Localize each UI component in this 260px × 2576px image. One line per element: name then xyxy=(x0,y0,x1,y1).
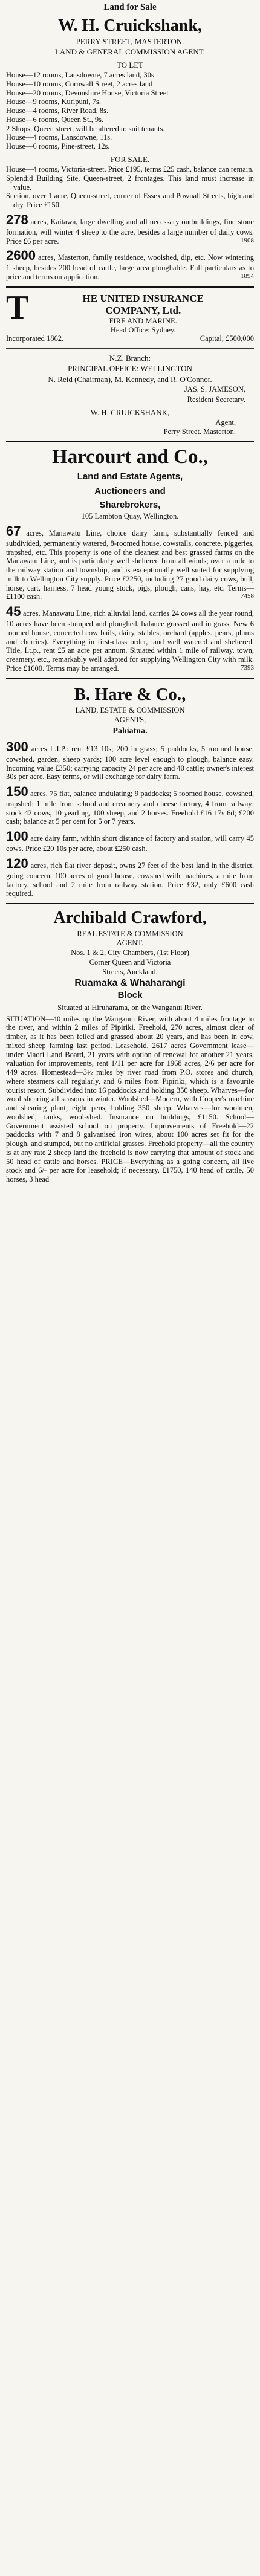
listing-acreage: 300 xyxy=(6,739,28,754)
list-item: House—4 rooms, Lansdowne, 11s. xyxy=(6,133,112,142)
to-let-list xyxy=(6,71,254,151)
listing-ref: 1894 xyxy=(241,273,254,280)
capital: Capital, £500,000 xyxy=(200,334,254,343)
directors: N. Reid (Chairman), M. Kennedy, and R. O'Connor. xyxy=(48,374,212,384)
agent-address: Perry Street. Masterton. xyxy=(163,427,236,436)
block-name: Ruamaka & Whaharangi xyxy=(74,978,186,989)
list-item: House—10 rooms, Cornwall Street, 2 acres land xyxy=(6,79,153,88)
insurance-company: COMPANY, Ltd. xyxy=(105,304,181,316)
listing-278 xyxy=(6,212,254,245)
harcourt-name: Harcourt and Co., xyxy=(52,446,208,468)
principal-office: PRINCIPAL OFFICE: WELLINGTON xyxy=(68,364,192,374)
listing-acreage: 100 xyxy=(6,829,28,844)
crawford-line2: AGENT. xyxy=(116,939,144,948)
list-item: Section, over 1 acre, Queen-street, corner of Essex and Pownall Streets, high and dry. Price £150. xyxy=(6,192,254,210)
divider xyxy=(6,903,254,904)
list-item: House—4 rooms, Victoria-street, Price £195, terms £25 cash, balance can remain. xyxy=(6,165,254,174)
for-sale-heading: FOR SALE. xyxy=(110,154,150,164)
insurance-capital-row xyxy=(6,334,254,343)
listing-acreage: 2600 xyxy=(6,248,36,264)
listing-text: acres, 75 flat, balance undulating; 9 paddocks; 5 roomed house, cowshed, trapshed; 1 mile from school and creamery and cheese factory, 4 from railway; stock 42 cows, 10 yearling, 100 sheep, and 2 horses. Freehold £16 17s 6d; £200 cash; balance at 5 per cent for 5 or 7 years. xyxy=(6,789,255,826)
list-item: House—12 rooms, Lansdowne, 7 acres land, 30s xyxy=(6,71,154,80)
manager-role: Resident Secretary. xyxy=(187,395,245,404)
harcourt-ad xyxy=(6,447,254,673)
list-item: House—9 rooms, Kuripuni, 7s. xyxy=(6,97,101,106)
nz-branch: N.Z. Branch: xyxy=(109,354,151,363)
cruickshank-role: LAND & GENERAL COMMISSION AGENT. xyxy=(54,47,206,57)
listing-text: acres, rich flat river deposit, owns 27 feet of the best land in the district, going concern, 100 acres of good house, cowshed with machines, a mile from factory, school and 2 mile from railway station. Price £32, only £600 cash required. xyxy=(6,861,255,898)
hare-line1: LAND, ESTATE & COMMISSION xyxy=(75,705,185,714)
listing-text: acres, Manawatu Line, rich alluvial land, carries 24 cows all the year round, 10 acres have been stumped and ploughed, balance grassed and in grass. New 6 roomed house, concreted cow bails, dairy, stables, orchard (apples, pears, plums and cherries). Everything in first-class order, land well watered and sheltered. Title, Lt.p., rent £5 an acre per annum. Situated within 1 mile of railway, town, creamery, etc., remarkably well adapted for supplying Wellington City with milk. Price £1600. Terms may be arranged. xyxy=(6,609,255,673)
listing-acreage: 45 xyxy=(6,604,21,620)
divider xyxy=(6,348,254,349)
listing-text: acres, Manawatu Line, choice dairy farm, substantially fenced and subdivided, permanently watered, 8-roomed house, cowstalls, concrete, piggeries, trapshed, etc. This property is one of the cleanest and best grassed farms on the Manawatu Line, and is particularly well sheltered from all winds; over a mile to the railway station and township, and is exceptionally well suited for supplying milk to Wellington City supply. Price £2250, including 27 good dairy cows, bull, horse, cart, harness, 7 head young stock, pigs, plough, cans, hay, etc. Terms—£1100 cash. xyxy=(6,528,255,601)
manager-name: JAS. S. JAMESON, xyxy=(184,385,245,394)
crawford-name: Archibald Crawford, xyxy=(53,908,207,928)
list-item: House—20 rooms, Devonshire House, Victoria Street xyxy=(6,88,169,97)
divider xyxy=(6,286,254,288)
harcourt-line2: Auctioneers and xyxy=(94,485,166,496)
listing-acreage: 150 xyxy=(6,784,28,799)
hare-line2: AGENTS, xyxy=(114,715,146,724)
harcourt-line1: Land and Estate Agents, xyxy=(77,471,183,482)
crawford-offices: Nos. 1 & 2, City Chambers, (1st Floor) xyxy=(71,948,189,957)
block-label: Block xyxy=(117,990,143,1001)
listing-ref: 7458 xyxy=(241,592,254,600)
hare-name: B. Hare & Co., xyxy=(74,684,186,704)
listing-text: acres L.I.P.: rent £13 10s; 200 in grass; 5 paddocks, 5 roomed house, cowshed, garden, sheep yards; 100 acre level enough to plough, balance easy. Incoming value £350; carrying capacity 24 per acre and 40 cattle; owner's interest 30s per acre. Easy terms, or will exchange for dairy farm. xyxy=(6,744,254,782)
harcourt-address: 105 Lambton Quay, Wellington. xyxy=(81,512,179,521)
hare-ad xyxy=(6,684,254,899)
to-let-heading: TO LET xyxy=(116,60,144,70)
listing-ref: 7393 xyxy=(241,664,254,672)
list-item: House—4 rooms, River Road, 8s. xyxy=(6,106,109,115)
listing-67 xyxy=(6,523,254,601)
crawford-corner: Corner Queen and Victoria xyxy=(89,957,171,966)
listing-ref: 1908 xyxy=(241,236,254,244)
listing-acreage: 278 xyxy=(6,212,28,227)
insurance-type: FIRE AND MARINE. xyxy=(109,316,177,325)
drop-cap: T xyxy=(6,288,29,326)
clipped-heading: Land for Sale xyxy=(103,2,157,12)
list-item: Splendid Building Site, Queen-street, 2 frontages. This land must increase in value. xyxy=(6,173,254,192)
listing-150 xyxy=(6,784,254,826)
listing-2600 xyxy=(6,248,254,281)
list-item: 2 Shops, Queen street, will be altered to suit tenants. xyxy=(6,124,165,133)
agent-name: W. H. CRUICKSHANK, xyxy=(90,407,170,417)
block-description: SITUATION—40 miles up the Wanganui River, with about 4 miles frontage to the river, and within 2 miles of Pipiriki. Freehold, 270 acres, almost clear of timber, as it has been felled and grassed about 20 years, and has been in cow, mixed sheep farming last period. Leasehold, 2617 acres Government lease—under Maori Land Board, 21 years with option of renewal for another 21 years, valuation for improvements, rent 1/11 per acre for 1968 acres, 2/6 per acre for 449 acres. Homestead—3½ miles by river road from P.O. stores and church, where steamers call regularly, and 6 miles from Pipiriki, which is a favourite tourist resort. Subdivided into 16 paddocks and holding 350 sheep. Wharves—for wool shearing all seasons in winter. Woolshed—Modern, with Cooper's machine and shearing plant; eight pens, holding 350 sheep. Wharves—for woolmen, woolshed, tanks, wool-shed. Insurance on buildings, £1150. School—Government assisted school on property. Improvements of Freehold—22 paddocks with 7 and 8 galvanised iron wires, about 100 acres set fit for the plough, and stumped, but no artificial grasses. Freehold property—all the country is at any rate 2 sheep land the freehold is now carrying that amount of stock and 50 head of cattle and horses. PRICE—Everything as a going concern, all live stock and 6/- per acre for leasehold; if necessary, £1750, 140 head of cattle, 50 horses, 3 head xyxy=(6,1014,254,1184)
insurance-head-office: Head Office: Sydney. xyxy=(110,325,176,334)
cruickshank-name: W. H. Cruickshank, xyxy=(58,16,202,35)
cruickshank-address: PERRY STREET, MASTERTON. xyxy=(76,37,184,47)
newspaper-page xyxy=(0,0,260,1189)
listing-120 xyxy=(6,856,254,898)
insurance-name: HE UNITED INSURANCE xyxy=(82,292,204,304)
incorporated: Incorporated 1862. xyxy=(6,334,64,343)
listing-acreage: 67 xyxy=(6,523,21,539)
listing-300 xyxy=(6,739,254,782)
listing-text: acres, Kaitawa, large dwelling and all necessary outbuildings, fine stone formation, will winter 4 sheep to the acre, besides a large number of dairy cows. Price £6 per acre. xyxy=(6,217,254,245)
listing-acreage: 120 xyxy=(6,855,28,871)
hare-town: Pahiatua. xyxy=(112,727,148,736)
insurance-header xyxy=(6,288,254,335)
listing-text: acre dairy farm, within short distance of factory and station, will carry 45 cows. Price £20 10s per acre, about £250 cash. xyxy=(6,834,254,853)
insurance-ad xyxy=(6,288,254,436)
crawford-streets: Streets, Auckland. xyxy=(102,967,158,976)
listing-45 xyxy=(6,604,254,673)
agent-role: Agent, xyxy=(215,418,236,427)
list-item: House—6 rooms, Pine-street, 12s. xyxy=(6,142,110,151)
for-sale-list xyxy=(6,165,254,210)
harcourt-line3: Sharebrokers, xyxy=(99,500,161,511)
crawford-line1: REAL ESTATE & COMMISSION xyxy=(77,929,183,938)
divider xyxy=(6,441,254,442)
cruickshank-ad xyxy=(6,17,254,282)
listing-text: acres, Masterton, family residence, woolshed, dip, etc. Now wintering 1 sheep, besides 200 head of cattle, large area ploughable. Full particulars as to price and terms on application. xyxy=(6,253,255,282)
list-item: House—6 rooms, Queen St., 9s. xyxy=(6,115,104,124)
listing-100 xyxy=(6,829,254,853)
block-situated: Situated at Hiruharama, on the Wanganui River. xyxy=(57,1003,203,1012)
crawford-ad xyxy=(6,909,254,1184)
divider xyxy=(6,678,254,679)
